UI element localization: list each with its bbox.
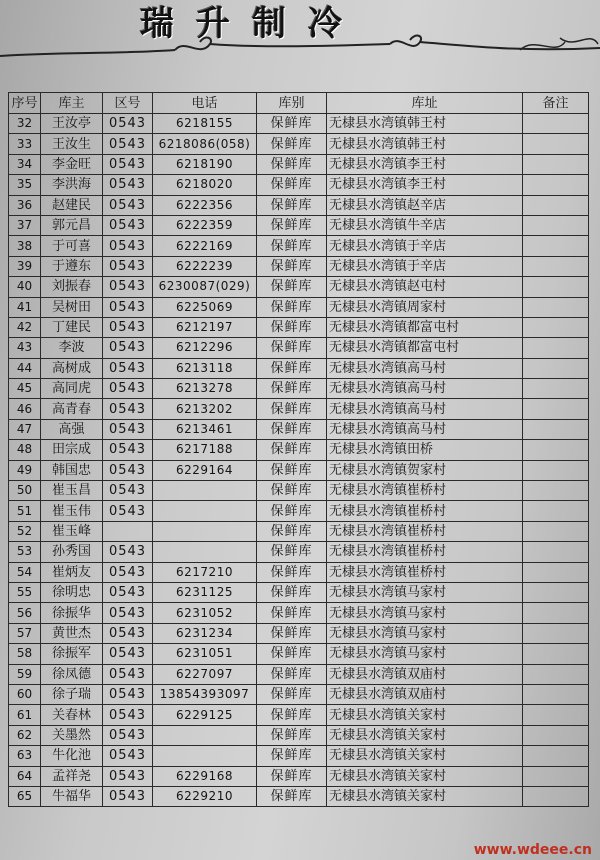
header-phone: 电话 [153, 93, 257, 114]
row-phone: 6231052 [153, 603, 257, 623]
table-row [9, 684, 589, 704]
row-phone: 6213461 [153, 419, 257, 439]
row-no: 64 [9, 766, 41, 786]
row-owner: 徐明忠 [41, 582, 103, 602]
row-area-code: 0543 [103, 419, 153, 439]
row-storage-type: 保鲜库 [257, 358, 327, 378]
row-no: 43 [9, 338, 41, 358]
table-row [9, 460, 589, 480]
row-owner: 徐振华 [41, 603, 103, 623]
row-storage-type: 保鲜库 [257, 256, 327, 276]
row-remarks [523, 481, 589, 501]
row-remarks [523, 419, 589, 439]
row-phone: 6212296 [153, 338, 257, 358]
row-address: 无棣县水湾镇高马村 [327, 358, 523, 378]
row-no: 39 [9, 256, 41, 276]
row-phone: 6222356 [153, 195, 257, 215]
row-remarks [523, 297, 589, 317]
row-remarks [523, 582, 589, 602]
row-phone: 6231234 [153, 623, 257, 643]
row-no: 58 [9, 644, 41, 664]
row-area-code: 0543 [103, 501, 153, 521]
row-area-code: 0543 [103, 338, 153, 358]
row-address: 无棣县水湾镇马家村 [327, 623, 523, 643]
row-address: 无棣县水湾镇崔桥村 [327, 521, 523, 541]
row-address: 无棣县水湾镇都富屯村 [327, 317, 523, 337]
row-address: 无棣县水湾镇贺家村 [327, 460, 523, 480]
row-area-code: 0543 [103, 379, 153, 399]
row-remarks [523, 766, 589, 786]
row-owner: 关墨然 [41, 725, 103, 745]
table-row [9, 215, 589, 235]
row-remarks [523, 379, 589, 399]
row-owner: 王汝生 [41, 134, 103, 154]
row-remarks [523, 154, 589, 174]
row-phone: 6229168 [153, 766, 257, 786]
table-header-row [9, 93, 589, 114]
row-area-code: 0543 [103, 114, 153, 134]
row-address: 无棣县水湾镇马家村 [327, 644, 523, 664]
row-remarks [523, 746, 589, 766]
row-area-code: 0543 [103, 256, 153, 276]
table-row [9, 419, 589, 439]
row-owner: 牛福华 [41, 786, 103, 806]
row-address: 无棣县水湾镇双庙村 [327, 664, 523, 684]
row-area-code: 0543 [103, 746, 153, 766]
row-owner: 徐子瑞 [41, 684, 103, 704]
row-storage-type: 保鲜库 [257, 215, 327, 235]
row-storage-type: 保鲜库 [257, 460, 327, 480]
row-address: 无棣县水湾镇高马村 [327, 419, 523, 439]
row-owner: 韩国忠 [41, 460, 103, 480]
row-address: 无棣县水湾镇关家村 [327, 746, 523, 766]
row-storage-type: 保鲜库 [257, 623, 327, 643]
row-phone: 6213118 [153, 358, 257, 378]
row-area-code: 0543 [103, 195, 153, 215]
row-no: 56 [9, 603, 41, 623]
row-remarks [523, 338, 589, 358]
row-remarks [523, 215, 589, 235]
row-no: 35 [9, 175, 41, 195]
row-storage-type: 保鲜库 [257, 317, 327, 337]
row-storage-type: 保鲜库 [257, 562, 327, 582]
row-storage-type: 保鲜库 [257, 379, 327, 399]
row-no: 37 [9, 215, 41, 235]
row-phone [153, 481, 257, 501]
header-storage-type: 库别 [257, 93, 327, 114]
row-remarks [523, 542, 589, 562]
row-storage-type: 保鲜库 [257, 684, 327, 704]
table-row [9, 440, 589, 460]
table-body [9, 114, 589, 807]
row-storage-type: 保鲜库 [257, 195, 327, 215]
row-remarks [523, 501, 589, 521]
row-address: 无棣县水湾镇赵屯村 [327, 277, 523, 297]
page-title: 瑞升制冷 [140, 4, 364, 44]
table-row [9, 277, 589, 297]
row-remarks [523, 664, 589, 684]
row-storage-type: 保鲜库 [257, 521, 327, 541]
row-address: 无棣县水湾镇崔桥村 [327, 501, 523, 521]
table-row [9, 195, 589, 215]
row-area-code: 0543 [103, 277, 153, 297]
row-remarks [523, 399, 589, 419]
row-address: 无棣县水湾镇马家村 [327, 582, 523, 602]
row-owner: 黄世杰 [41, 623, 103, 643]
table-row [9, 134, 589, 154]
row-area-code: 0543 [103, 460, 153, 480]
row-address: 无棣县水湾镇高马村 [327, 379, 523, 399]
row-phone: 6231125 [153, 582, 257, 602]
row-phone: 6229125 [153, 705, 257, 725]
row-address: 无棣县水湾镇都富屯村 [327, 338, 523, 358]
row-phone: 6218190 [153, 154, 257, 174]
row-area-code: 0543 [103, 582, 153, 602]
row-area-code: 0543 [103, 623, 153, 643]
row-address: 无棣县水湾镇牛辛店 [327, 215, 523, 235]
row-owner: 高强 [41, 419, 103, 439]
row-owner: 吴树田 [41, 297, 103, 317]
row-area-code: 0543 [103, 562, 153, 582]
row-area-code: 0543 [103, 481, 153, 501]
row-owner: 赵建民 [41, 195, 103, 215]
row-phone [153, 746, 257, 766]
row-owner: 李波 [41, 338, 103, 358]
row-remarks [523, 705, 589, 725]
row-area-code: 0543 [103, 603, 153, 623]
table-row [9, 501, 589, 521]
row-owner: 田宗成 [41, 440, 103, 460]
row-no: 52 [9, 521, 41, 541]
row-no: 32 [9, 114, 41, 134]
row-remarks [523, 256, 589, 276]
row-remarks [523, 460, 589, 480]
row-area-code: 0543 [103, 154, 153, 174]
row-no: 48 [9, 440, 41, 460]
row-area-code: 0543 [103, 766, 153, 786]
row-no: 62 [9, 725, 41, 745]
table-row [9, 358, 589, 378]
row-owner: 徐凤德 [41, 664, 103, 684]
row-no: 40 [9, 277, 41, 297]
row-storage-type: 保鲜库 [257, 399, 327, 419]
row-storage-type: 保鲜库 [257, 419, 327, 439]
row-area-code: 0543 [103, 725, 153, 745]
row-address: 无棣县水湾镇高马村 [327, 399, 523, 419]
row-area-code: 0543 [103, 644, 153, 664]
header-address: 库址 [327, 93, 523, 114]
row-remarks [523, 725, 589, 745]
row-storage-type: 保鲜库 [257, 786, 327, 806]
row-storage-type: 保鲜库 [257, 154, 327, 174]
row-storage-type: 保鲜库 [257, 236, 327, 256]
row-owner: 于可喜 [41, 236, 103, 256]
row-owner: 李洪海 [41, 175, 103, 195]
table-row [9, 746, 589, 766]
cold-storage-table [8, 92, 589, 807]
row-no: 61 [9, 705, 41, 725]
table-row [9, 705, 589, 725]
row-remarks [523, 358, 589, 378]
row-storage-type: 保鲜库 [257, 766, 327, 786]
row-owner: 刘振春 [41, 277, 103, 297]
row-area-code [103, 521, 153, 541]
table-row [9, 338, 589, 358]
row-address: 无棣县水湾镇赵辛店 [327, 195, 523, 215]
row-storage-type: 保鲜库 [257, 725, 327, 745]
row-owner: 于遵东 [41, 256, 103, 276]
row-storage-type: 保鲜库 [257, 338, 327, 358]
row-area-code: 0543 [103, 236, 153, 256]
row-no: 55 [9, 582, 41, 602]
table-row [9, 623, 589, 643]
row-area-code: 0543 [103, 542, 153, 562]
row-no: 34 [9, 154, 41, 174]
row-area-code: 0543 [103, 297, 153, 317]
row-address: 无棣县水湾镇关家村 [327, 766, 523, 786]
row-address: 无棣县水湾镇马家村 [327, 603, 523, 623]
row-phone: 6218155 [153, 114, 257, 134]
row-storage-type: 保鲜库 [257, 746, 327, 766]
row-no: 57 [9, 623, 41, 643]
table-row [9, 521, 589, 541]
row-remarks [523, 684, 589, 704]
table-row [9, 236, 589, 256]
row-remarks [523, 175, 589, 195]
row-no: 63 [9, 746, 41, 766]
table-row [9, 664, 589, 684]
row-address: 无棣县水湾镇韩王村 [327, 114, 523, 134]
row-storage-type: 保鲜库 [257, 277, 327, 297]
row-no: 50 [9, 481, 41, 501]
row-phone: 6217188 [153, 440, 257, 460]
row-no: 65 [9, 786, 41, 806]
row-owner: 崔玉昌 [41, 481, 103, 501]
row-owner: 郭元昌 [41, 215, 103, 235]
row-owner: 李金旺 [41, 154, 103, 174]
row-no: 59 [9, 664, 41, 684]
row-phone: 6222359 [153, 215, 257, 235]
row-owner: 高同虎 [41, 379, 103, 399]
row-phone [153, 521, 257, 541]
row-no: 38 [9, 236, 41, 256]
row-owner: 牛化池 [41, 746, 103, 766]
row-address: 无棣县水湾镇李王村 [327, 175, 523, 195]
row-no: 41 [9, 297, 41, 317]
row-phone: 6217210 [153, 562, 257, 582]
row-owner: 王汝亭 [41, 114, 103, 134]
table-row [9, 114, 589, 134]
row-no: 36 [9, 195, 41, 215]
decorative-ornament-line [0, 30, 600, 60]
row-storage-type: 保鲜库 [257, 440, 327, 460]
header-area-code: 区号 [103, 93, 153, 114]
row-remarks [523, 644, 589, 664]
row-storage-type: 保鲜库 [257, 501, 327, 521]
row-storage-type: 保鲜库 [257, 542, 327, 562]
row-phone: 6222239 [153, 256, 257, 276]
row-phone: 6227097 [153, 664, 257, 684]
table-row [9, 317, 589, 337]
row-area-code: 0543 [103, 317, 153, 337]
row-address: 无棣县水湾镇于辛店 [327, 236, 523, 256]
row-address: 无棣县水湾镇田桥 [327, 440, 523, 460]
row-storage-type: 保鲜库 [257, 705, 327, 725]
row-owner: 关春林 [41, 705, 103, 725]
row-area-code: 0543 [103, 786, 153, 806]
row-address: 无棣县水湾镇崔桥村 [327, 562, 523, 582]
row-phone: 6229164 [153, 460, 257, 480]
row-storage-type: 保鲜库 [257, 664, 327, 684]
row-phone: 6218020 [153, 175, 257, 195]
table-row [9, 399, 589, 419]
row-phone: 6213202 [153, 399, 257, 419]
row-storage-type: 保鲜库 [257, 603, 327, 623]
table-row [9, 154, 589, 174]
row-storage-type: 保鲜库 [257, 644, 327, 664]
row-phone: 6212197 [153, 317, 257, 337]
row-owner: 崔玉峰 [41, 521, 103, 541]
row-address: 无棣县水湾镇关家村 [327, 725, 523, 745]
row-phone: 6231051 [153, 644, 257, 664]
row-owner: 高树成 [41, 358, 103, 378]
table-row [9, 766, 589, 786]
row-phone: 6222169 [153, 236, 257, 256]
row-no: 51 [9, 501, 41, 521]
row-owner: 崔炳友 [41, 562, 103, 582]
table-row [9, 542, 589, 562]
row-area-code: 0543 [103, 358, 153, 378]
row-owner: 孙秀国 [41, 542, 103, 562]
row-phone: 6225069 [153, 297, 257, 317]
row-phone [153, 725, 257, 745]
table-row [9, 481, 589, 501]
row-phone: 6229210 [153, 786, 257, 806]
watermark: www.wdeee.cn [473, 842, 592, 858]
row-remarks [523, 786, 589, 806]
row-area-code: 0543 [103, 134, 153, 154]
row-area-code: 0543 [103, 705, 153, 725]
row-remarks [523, 195, 589, 215]
row-owner: 崔玉伟 [41, 501, 103, 521]
row-owner: 孟祥尧 [41, 766, 103, 786]
row-address: 无棣县水湾镇李王村 [327, 154, 523, 174]
row-address: 无棣县水湾镇周家村 [327, 297, 523, 317]
row-storage-type: 保鲜库 [257, 481, 327, 501]
row-address: 无棣县水湾镇关家村 [327, 705, 523, 725]
row-no: 33 [9, 134, 41, 154]
table-row [9, 256, 589, 276]
row-owner: 高青春 [41, 399, 103, 419]
row-address: 无棣县水湾镇崔桥村 [327, 481, 523, 501]
row-storage-type: 保鲜库 [257, 175, 327, 195]
row-phone: 6230087(029) [153, 277, 257, 297]
row-remarks [523, 603, 589, 623]
row-no: 45 [9, 379, 41, 399]
row-area-code: 0543 [103, 175, 153, 195]
header-remarks: 备注 [523, 93, 589, 114]
row-no: 60 [9, 684, 41, 704]
row-remarks [523, 134, 589, 154]
row-phone: 13854393097 [153, 684, 257, 704]
table-row [9, 582, 589, 602]
table-row [9, 603, 589, 623]
row-no: 44 [9, 358, 41, 378]
page-header [0, 0, 600, 60]
row-storage-type: 保鲜库 [257, 582, 327, 602]
row-storage-type: 保鲜库 [257, 297, 327, 317]
header-owner: 库主 [41, 93, 103, 114]
row-no: 46 [9, 399, 41, 419]
table-row [9, 297, 589, 317]
row-remarks [523, 440, 589, 460]
row-area-code: 0543 [103, 664, 153, 684]
row-remarks [523, 114, 589, 134]
row-address: 无棣县水湾镇于辛店 [327, 256, 523, 276]
row-address: 无棣县水湾镇关家村 [327, 786, 523, 806]
row-address: 无棣县水湾镇双庙村 [327, 684, 523, 704]
row-no: 53 [9, 542, 41, 562]
row-remarks [523, 236, 589, 256]
table-row [9, 379, 589, 399]
row-address: 无棣县水湾镇韩王村 [327, 134, 523, 154]
table-row [9, 175, 589, 195]
row-remarks [523, 317, 589, 337]
header-no: 序号 [9, 93, 41, 114]
row-storage-type: 保鲜库 [257, 134, 327, 154]
row-remarks [523, 623, 589, 643]
table-row [9, 786, 589, 806]
row-address: 无棣县水湾镇崔桥村 [327, 542, 523, 562]
row-no: 54 [9, 562, 41, 582]
row-no: 42 [9, 317, 41, 337]
row-area-code: 0543 [103, 684, 153, 704]
row-no: 47 [9, 419, 41, 439]
row-owner: 徐振军 [41, 644, 103, 664]
row-area-code: 0543 [103, 215, 153, 235]
table-row [9, 644, 589, 664]
row-no: 49 [9, 460, 41, 480]
table-row [9, 725, 589, 745]
table-row [9, 562, 589, 582]
row-area-code: 0543 [103, 440, 153, 460]
row-remarks [523, 277, 589, 297]
row-phone [153, 542, 257, 562]
row-remarks [523, 521, 589, 541]
row-phone: 6213278 [153, 379, 257, 399]
row-phone [153, 501, 257, 521]
row-area-code: 0543 [103, 399, 153, 419]
row-phone: 6218086(058) [153, 134, 257, 154]
row-owner: 丁建民 [41, 317, 103, 337]
row-storage-type: 保鲜库 [257, 114, 327, 134]
row-remarks [523, 562, 589, 582]
